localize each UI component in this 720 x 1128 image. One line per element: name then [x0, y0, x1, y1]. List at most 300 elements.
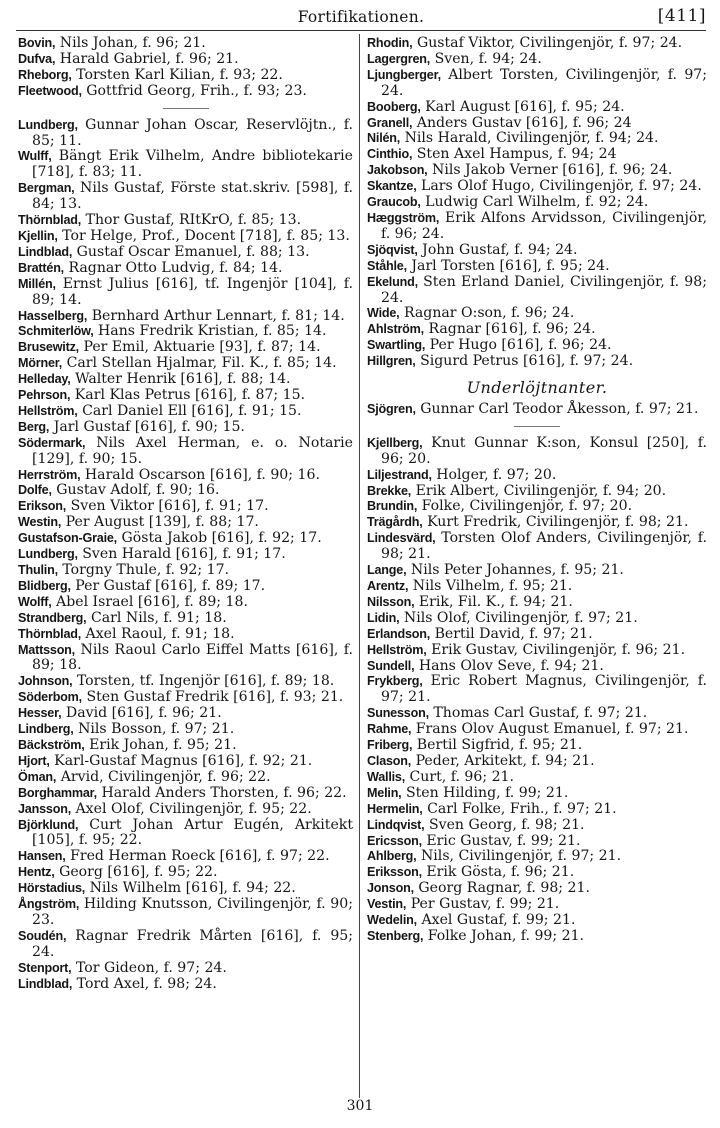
list-item	[18, 309, 353, 325]
list-item	[367, 563, 707, 579]
list-item	[18, 690, 353, 706]
entry-details: Ludwig Carl Wilhelm, f. 92; 24.	[425, 194, 649, 211]
entry-surname: Ångström,	[18, 897, 80, 912]
entry-surname: Fleetwood,	[18, 83, 82, 98]
entry-surname: Ståhle,	[367, 258, 407, 273]
list-item	[18, 356, 353, 372]
list-item	[367, 531, 707, 563]
list-item	[367, 865, 707, 881]
list-item	[367, 499, 707, 515]
entry-surname: Brusewitz,	[18, 340, 79, 355]
entry-surname: Lange,	[367, 563, 407, 578]
entry-surname: Wallis,	[367, 769, 406, 784]
column-divider	[359, 34, 360, 1098]
list-item	[18, 865, 353, 881]
entry-surname: Söderbom,	[18, 690, 82, 705]
list-item	[18, 674, 353, 690]
entry-surname: Bäckström,	[18, 737, 85, 752]
entry-details: Georg [616], f. 95; 22.	[59, 864, 218, 881]
group-separator	[514, 426, 560, 427]
entry-details: Eric Robert Magnus, Civilingenjör, f. 97; 21.	[381, 673, 707, 706]
entry-details: Eric Gustav, f. 99; 21.	[426, 832, 581, 849]
list-item	[367, 68, 707, 100]
list-item	[367, 211, 707, 243]
entry-surname: Kjellin,	[18, 228, 58, 243]
entry-surname: Granell,	[367, 115, 413, 130]
entry-details: Per Hugo [616], f. 96; 24.	[429, 337, 612, 354]
list-item	[367, 929, 707, 945]
list-item	[18, 229, 353, 245]
entry-details: Nils Bosson, f. 97; 21.	[78, 721, 235, 738]
entry-details: Sven Viktor [616], f. 91; 17.	[70, 498, 269, 515]
entry-surname: Nilsson,	[367, 594, 415, 609]
entry-surname: Lindberg,	[18, 722, 74, 737]
list-item	[18, 611, 353, 627]
entry-surname: Hermelin,	[367, 801, 423, 816]
entry-details: Frans Olov August Emanuel, f. 97; 21.	[415, 721, 689, 738]
entry-details: Fred Herman Roeck [616], f. 97; 22.	[70, 848, 330, 865]
list-item	[18, 118, 353, 150]
entry-details: Bernhard Arthur Lennart, f. 81; 14.	[91, 307, 345, 324]
entry-details: Nils Raoul Carlo Eiffel Matts [616], f. 89; 18.	[32, 641, 353, 674]
entry-surname: Hellström,	[367, 642, 427, 657]
entry-surname: Wide,	[367, 306, 400, 321]
list-item	[367, 611, 707, 627]
entry-surname: Hansen,	[18, 849, 66, 864]
entry-surname: Dolfe,	[18, 483, 52, 498]
list-item	[18, 897, 353, 929]
list-item	[18, 722, 353, 738]
entry-surname: Schmiterlöw,	[18, 324, 94, 339]
list-item	[367, 849, 707, 865]
entry-details: Torsten Olof Anders, Civilingenjör, f. 98; 21.	[381, 530, 707, 563]
list-item	[18, 340, 353, 356]
entry-details: Gustaf Oscar Emanuel, f. 88; 13.	[76, 243, 310, 260]
entry-details: Tor Gideon, f. 97; 24.	[75, 959, 227, 976]
entry-surname: Frykberg,	[367, 674, 423, 689]
entry-details: Karl Klas Petrus [616], f. 87; 15.	[74, 387, 306, 404]
entry-group	[367, 436, 707, 945]
entry-details: Carl Nils, f. 91; 18.	[90, 609, 227, 626]
entry-details: Holger, f. 97; 20.	[436, 466, 557, 483]
entry-surname: Westin,	[18, 515, 62, 530]
entry-details: Axel Olof, Civilingenjör, f. 95; 22.	[75, 800, 312, 817]
list-item	[18, 706, 353, 722]
entry-surname: Lagergren,	[367, 51, 431, 66]
list-item	[367, 643, 707, 659]
entry-surname: Wedelin,	[367, 913, 417, 928]
entry-surname: Gustafson-Graie,	[18, 531, 117, 546]
list-item	[18, 483, 353, 499]
entry-surname: Lindqvist,	[367, 817, 425, 832]
entry-surname: Hellström,	[18, 403, 78, 418]
list-item	[18, 627, 353, 643]
list-item	[367, 579, 707, 595]
entry-details: Sigurd Petrus [616], f. 97; 24.	[420, 353, 634, 370]
entry-details: Kurt Fredrik, Civilingenjör, f. 98; 21.	[427, 514, 689, 531]
left-column	[18, 36, 353, 992]
entry-details: Sten Gustaf Fredrik [616], f. 93; 21.	[86, 689, 344, 706]
entry-details: Axel Gustaf, f. 99; 21.	[421, 912, 576, 929]
list-item	[18, 277, 353, 309]
list-item	[18, 149, 353, 181]
list-item	[367, 259, 707, 275]
list-item	[18, 547, 353, 563]
entry-details: Lars Olof Hugo, Civilingenjör, f. 97; 24.	[420, 178, 702, 195]
entry-details: Bängt Erik Vilhelm, Andre bibliotekarie [718], f. 83; 11.	[32, 148, 354, 181]
entry-surname: Rahme,	[367, 722, 412, 737]
list-item	[18, 213, 353, 229]
list-item	[367, 116, 707, 132]
list-item	[367, 754, 707, 770]
list-item	[18, 929, 353, 961]
entry-group	[18, 36, 353, 100]
entry-details: Ragnar Otto Ludvig, f. 84; 14.	[68, 259, 283, 276]
entry-group	[18, 118, 353, 993]
list-item	[18, 181, 353, 213]
subheading: Underlöjtnanter.	[466, 378, 608, 398]
entry-details: Torsten Karl Kilian, f. 93; 22.	[76, 66, 283, 83]
entry-details: Sten Erland Daniel, Civilingenjör, f. 98; 24.	[381, 273, 707, 306]
entry-surname: Södermark,	[18, 435, 86, 450]
entry-details: Folke, Civilingenjör, f. 97; 20.	[421, 498, 633, 515]
entry-surname: Dufva,	[18, 51, 56, 66]
entry-details: Hans Olov Seve, f. 94; 21.	[418, 657, 604, 674]
entry-details: Per Gustaf [616], f. 89; 17.	[75, 577, 266, 594]
page-reference: [411]	[657, 6, 706, 26]
list-item	[367, 179, 707, 195]
entry-details: Sten Hilding, f. 99; 21.	[405, 784, 569, 801]
entry-details: Bertil David, f. 97; 21.	[434, 625, 593, 642]
entry-details: Nils Johan, f. 96; 21.	[59, 35, 206, 51]
list-item	[18, 388, 353, 404]
list-item	[18, 786, 353, 802]
entry-surname: Booberg,	[367, 99, 421, 114]
entry-surname: Mörner,	[18, 356, 63, 371]
entry-details: Karl-Gustaf Magnus [616], f. 92; 21.	[54, 752, 313, 769]
entry-details: Arvid, Civilingenjör, f. 96; 22.	[60, 768, 271, 785]
entry-surname: Thulin,	[18, 563, 58, 577]
list-item	[367, 706, 707, 722]
entry-surname: Ekelund,	[367, 274, 418, 289]
entry-surname: Ahlberg,	[367, 849, 417, 864]
list-item	[367, 436, 707, 468]
entry-details: Sven Harald [616], f. 91; 17.	[82, 546, 286, 563]
list-item	[367, 306, 707, 322]
entry-surname: Mattsson,	[18, 642, 75, 657]
list-item	[367, 402, 707, 418]
entry-group	[367, 36, 707, 370]
list-item	[18, 436, 353, 468]
entry-surname: Hjort,	[18, 753, 50, 768]
entry-surname: Berg,	[18, 419, 50, 434]
entry-surname: Ericsson,	[367, 833, 422, 848]
entry-surname: Sundell,	[367, 658, 415, 673]
entry-details: Ernst Julius [616], tf. Ingenjör [104], f. 89; 14.	[32, 275, 353, 308]
entry-details: Sven Georg, f. 98; 21.	[428, 816, 585, 833]
entry-details: Ragnar Fredrik Mårten [616], f. 95; 24.	[32, 927, 354, 960]
list-item	[18, 563, 353, 579]
entry-details: Bertil Sigfrid, f. 95; 21.	[416, 737, 583, 754]
entry-details: Torsten, tf. Ingenjör [616], f. 89; 18.	[76, 673, 335, 690]
entry-details: Gustaf Viktor, Civilingenjör, f. 97; 24.	[416, 35, 683, 51]
entry-details: Gösta Jakob [616], f. 92; 17.	[121, 530, 322, 547]
entry-details: Curt, f. 96; 21.	[409, 768, 514, 785]
entry-surname: Kjellberg,	[367, 435, 423, 450]
entry-surname: Stenberg,	[367, 928, 424, 943]
list-item	[367, 913, 707, 929]
entry-details: Per Gustav, f. 99; 21.	[410, 896, 560, 913]
entry-surname: Thörnblad,	[18, 213, 82, 228]
entry-surname: Liljestrand,	[367, 467, 432, 482]
entry-surname: Hasselberg,	[18, 308, 88, 323]
list-item	[18, 770, 353, 786]
entry-surname: Ljungberger,	[367, 67, 441, 82]
entry-surname: Strandberg,	[18, 610, 87, 625]
list-item	[367, 484, 707, 500]
entry-details: Nils Vilhelm, f. 95; 21.	[412, 578, 573, 594]
entry-surname: Sunesson,	[367, 706, 429, 721]
entry-details: Harald Gabriel, f. 96; 21.	[59, 50, 239, 67]
list-item	[367, 834, 707, 850]
list-item	[18, 802, 353, 818]
list-item	[18, 84, 353, 100]
list-item	[18, 499, 353, 515]
section-title: Fortifikationen.	[297, 8, 425, 26]
entry-details: Erik Albert, Civilingenjör, f. 94; 20.	[415, 482, 667, 499]
entry-surname: Helleday,	[18, 372, 71, 387]
list-item	[18, 754, 353, 770]
list-item	[367, 738, 707, 754]
list-item	[18, 531, 353, 547]
list-item	[367, 131, 707, 147]
list-item	[18, 36, 353, 52]
entry-surname: Hentz,	[18, 865, 55, 880]
entry-details: Nils Gustaf, Förste stat.skriv. [598], f. 84; 13.	[32, 180, 354, 213]
entry-surname: Soudén,	[18, 928, 67, 943]
entry-details: Gunnar Carl Teodor Åkesson, f. 97; 21.	[420, 400, 699, 417]
entry-surname: Bovin,	[18, 36, 56, 50]
entry-group	[367, 402, 707, 418]
list-item	[18, 261, 353, 277]
page-number: 301	[346, 1098, 374, 1114]
list-item	[18, 579, 353, 595]
entry-details: David [616], f. 96; 21.	[65, 705, 222, 722]
entry-surname: Lindblad,	[18, 244, 73, 259]
entry-details: Abel Israel [616], f. 89; 18.	[56, 593, 248, 610]
entry-details: Curt Johan Artur Eugén, Arkitekt [105], f. 95; 22.	[32, 816, 353, 849]
entry-surname: Björklund,	[18, 817, 79, 832]
entry-surname: Wolff,	[18, 594, 52, 609]
list-item	[18, 52, 353, 68]
entry-surname: Brundin,	[367, 499, 418, 514]
list-item	[367, 338, 707, 354]
entry-details: Thor Gustaf, RItKrO, f. 85; 13.	[85, 212, 302, 229]
entry-surname: Jakobson,	[367, 163, 428, 178]
entry-surname: Johnson,	[18, 674, 73, 689]
list-item	[367, 595, 707, 611]
entry-details: Nils Harald, Civilingenjör, f. 94; 24.	[404, 130, 659, 147]
entry-surname: Graucob,	[367, 195, 421, 210]
list-item	[367, 36, 707, 52]
entry-surname: Pehrson,	[18, 388, 71, 403]
entry-details: Erik Johan, f. 95; 21.	[89, 736, 237, 753]
entry-surname: Nilén,	[367, 131, 401, 146]
entry-details: Gottfrid Georg, Frih., f. 93; 23.	[86, 82, 307, 99]
entry-surname: Jonson,	[367, 881, 414, 896]
entry-details: Harald Oscarson [616], f. 90; 16.	[84, 466, 320, 483]
list-item	[367, 275, 707, 307]
entry-details: Carl Stellan Hjalmar, Fil. K., f. 85; 14.	[66, 355, 337, 372]
list-item	[367, 354, 707, 370]
entry-surname: Arentz,	[367, 579, 409, 593]
list-item	[18, 420, 353, 436]
list-item	[367, 243, 707, 259]
entry-details: Hilding Knutsson, Civilingenjör, f. 90; 23.	[32, 896, 353, 928]
entry-details: Per August [139], f. 88; 17.	[65, 514, 259, 531]
list-item	[367, 627, 707, 643]
entry-surname: Öman,	[18, 769, 57, 784]
entry-surname: Ahlström,	[367, 322, 424, 337]
entry-details: Nils Axel Herman, e. o. Notarie [129], f. 90; 15.	[32, 434, 354, 467]
page-header	[16, 4, 706, 31]
entry-details: John Gustaf, f. 94; 24.	[422, 241, 578, 258]
entry-details: Torgny Thule, f. 92; 17.	[62, 562, 230, 578]
entry-surname: Rhodin,	[367, 36, 413, 50]
list-item	[367, 770, 707, 786]
entry-surname: Herrström,	[18, 467, 81, 482]
entry-details: Axel Raoul, f. 91; 18.	[85, 625, 235, 642]
entry-details: Thomas Carl Gustaf, f. 97; 21.	[433, 705, 648, 722]
entry-details: Gunnar Johan Oscar, Reservlöjtn., f. 85; 11.	[32, 116, 353, 149]
entry-details: Hans Fredrik Kristian, f. 85; 14.	[98, 323, 327, 340]
entry-details: Erik, Fil. K., f. 94; 21.	[418, 593, 573, 610]
group-separator	[163, 108, 209, 109]
list-item	[367, 897, 707, 913]
list-item	[18, 404, 353, 420]
entry-surname: Erikson,	[18, 499, 67, 514]
entry-surname: Brekke,	[367, 483, 412, 498]
entry-details: Jarl Torsten [616], f. 95; 24.	[411, 257, 610, 274]
list-item	[18, 372, 353, 388]
entry-details: Erik Gustav, Civilingenjör, f. 96; 21.	[431, 641, 686, 658]
list-item	[367, 802, 707, 818]
entry-details: Carl Folke, Frih., f. 97; 21.	[427, 800, 617, 817]
list-item	[367, 786, 707, 802]
entry-surname: Friberg,	[367, 738, 413, 753]
entry-details: Knut Gunnar K:son, Konsul [250], f. 96; 20.	[381, 434, 708, 467]
list-item	[18, 468, 353, 484]
entry-surname: Sjöqvist,	[367, 242, 418, 257]
entry-details: Sven, f. 94; 24.	[434, 50, 542, 67]
entry-details: Per Emil, Aktuarie [93], f. 87; 14.	[83, 339, 321, 356]
entry-surname: Clason,	[367, 753, 412, 768]
entry-surname: Borghammar,	[18, 785, 97, 800]
entry-surname: Hesser,	[18, 706, 62, 721]
list-item	[18, 68, 353, 84]
entry-surname: Swartling,	[367, 338, 426, 353]
entry-surname: Stenport,	[18, 960, 72, 975]
list-item	[18, 881, 353, 897]
entry-surname: Hörstadius,	[18, 881, 86, 896]
list-item	[18, 245, 353, 261]
entry-details: Nils, Civilingenjör, f. 97; 21.	[420, 848, 622, 865]
entry-surname: Eriksson,	[367, 865, 422, 880]
entry-details: Folke Johan, f. 99; 21.	[427, 927, 585, 944]
entry-details: Karl August [616], f. 95; 24.	[425, 98, 625, 115]
entry-details: Ragnar O:son, f. 96; 24.	[403, 305, 575, 322]
entry-details: Ragnar [616], f. 96; 24.	[428, 321, 596, 338]
entry-surname: Blidberg,	[18, 578, 71, 593]
list-item	[367, 674, 707, 706]
list-item	[18, 977, 353, 993]
entry-details: Nils Wilhelm [616], f. 94; 22.	[89, 880, 296, 897]
right-column	[367, 36, 707, 945]
entry-surname: Erlandson,	[367, 626, 431, 641]
list-item	[18, 849, 353, 865]
entry-surname: Lundberg,	[18, 117, 78, 132]
entry-surname: Wulff,	[18, 149, 52, 164]
list-item	[367, 468, 707, 484]
entry-details: Walter Henrik [616], f. 88; 14.	[75, 371, 291, 388]
entry-details: Tord Axel, f. 98; 24.	[76, 975, 217, 992]
entry-details: Peder, Arkitekt, f. 94; 21.	[415, 752, 595, 769]
entry-surname: Thörnblad,	[18, 626, 82, 641]
entry-details: Harald Anders Thorsten, f. 96; 22.	[101, 784, 347, 801]
list-item	[18, 738, 353, 754]
list-item	[367, 52, 707, 68]
entry-surname: Skantze,	[367, 179, 417, 194]
entry-surname: Lundberg,	[18, 547, 78, 562]
list-item	[367, 659, 707, 675]
list-item	[367, 163, 707, 179]
entry-details: Carl Daniel Ell [616], f. 91; 15.	[82, 402, 302, 419]
list-item	[367, 515, 707, 531]
list-item	[18, 595, 353, 611]
entry-details: Erik Alfons Arvidsson, Civilingenjör, f. 96; 24.	[381, 209, 707, 242]
entry-surname: Vestin,	[367, 897, 407, 912]
entry-surname: Lidin,	[367, 610, 400, 625]
list-item	[18, 324, 353, 340]
entry-surname: Hæggström,	[367, 210, 440, 225]
entry-details: Albert Torsten, Civilingenjör, f. 97; 24.	[381, 66, 708, 99]
entry-surname: Hillgren,	[367, 354, 416, 369]
list-item	[367, 818, 707, 834]
list-item	[18, 515, 353, 531]
list-item	[18, 643, 353, 675]
entry-details: Tor Helge, Prof., Docent [718], f. 85; 13.	[62, 227, 350, 244]
entry-surname: Brattén,	[18, 260, 64, 275]
list-item	[367, 322, 707, 338]
entry-details: Gustav Adolf, f. 90; 16.	[56, 482, 220, 499]
list-item	[18, 961, 353, 977]
entry-surname: Lindesvärd,	[367, 531, 436, 546]
entry-surname: Bergman,	[18, 181, 75, 196]
entry-surname: Melin,	[367, 785, 402, 800]
entry-details: Anders Gustav [616], f. 96; 24	[416, 114, 632, 131]
entry-surname: Sjögren,	[367, 401, 416, 416]
entry-surname: Rheborg,	[18, 67, 72, 82]
list-item	[367, 881, 707, 897]
entry-details: Nils Jakob Verner [616], f. 96; 24.	[431, 162, 673, 179]
list-item	[367, 722, 707, 738]
list-item	[367, 195, 707, 211]
entry-details: Nils Olof, Civilingenjör, f. 97; 21.	[403, 609, 638, 626]
entry-surname: Trägårdh,	[367, 515, 423, 530]
list-item	[367, 100, 707, 116]
list-item	[18, 818, 353, 850]
entry-surname: Jansson,	[18, 801, 71, 816]
